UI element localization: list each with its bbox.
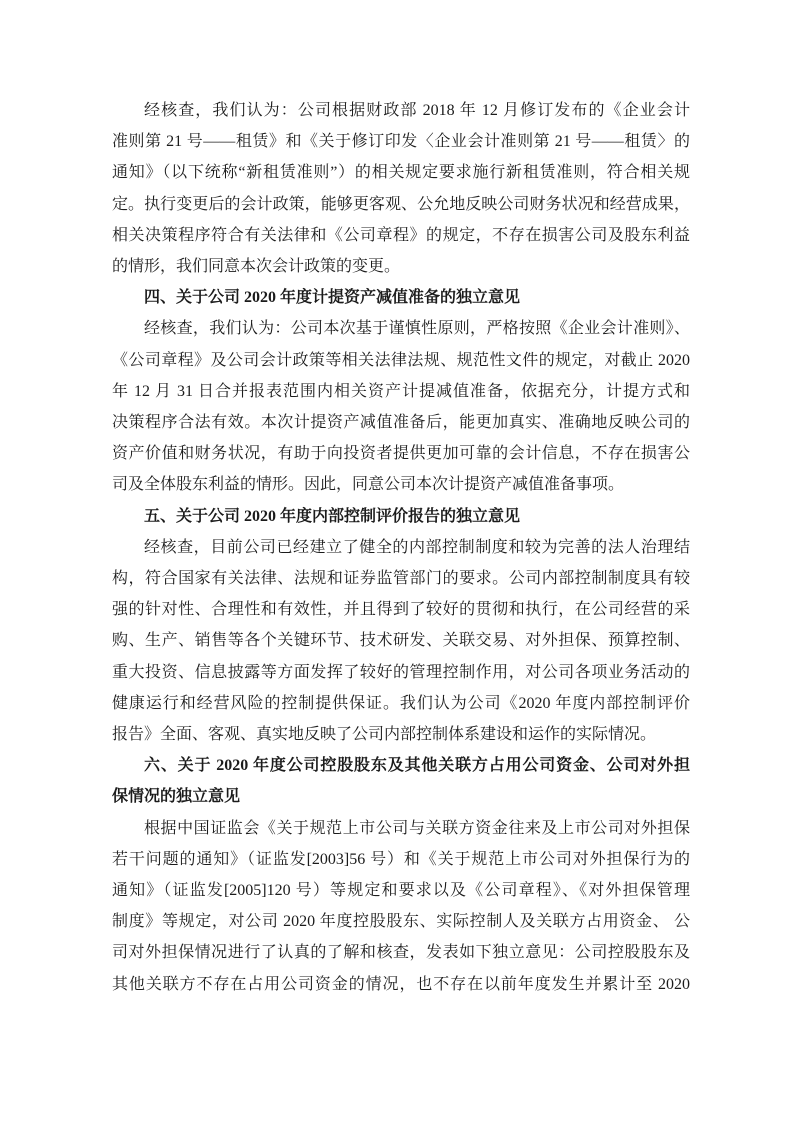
text-line: 五、关于公司 2020 年度内部控制评价报告的独立意见	[144, 507, 521, 525]
text-line: 保情况的独立意见	[112, 788, 241, 806]
paragraph	[112, 95, 690, 282]
text-line: 健康运行和经营风险的控制提供保证。我们认为公司《2020 年度内部控制评价	[112, 694, 690, 712]
text-line: 相关决策程序符合有关法律和《公司章程》的规定，不存在损害公司及股东利益	[112, 226, 690, 244]
text-line: 司对外担保情况进行了认真的了解和核查，发表如下独立意见：公司控股股东及	[112, 944, 690, 962]
text-line: 强的针对性、合理性和有效性，并且得到了较好的贯彻和执行，在公司经营的采	[112, 601, 690, 619]
text-line: 购、生产、销售等各个关键环节、技术研发、关联交易、对外担保、预算控制、	[112, 632, 690, 650]
text-line: 经核查，目前公司已经建立了健全的内部控制制度和较为完善的法人治理结	[144, 538, 690, 556]
text-line: 准则第 21 号——租赁》和《关于修订印发〈企业会计准则第 21 号——租赁〉的	[112, 133, 690, 151]
page-body	[112, 95, 690, 1000]
text-line: 四、关于公司 2020 年度计提资产减值准备的独立意见	[144, 289, 521, 307]
text-line: 的情形，我们同意本次会计政策的变更。	[112, 258, 401, 276]
text-line: 重大投资、信息披露等方面发挥了较好的管理控制作用，对公司各项业务活动的	[112, 663, 690, 681]
section-heading	[112, 282, 690, 313]
paragraph	[112, 313, 690, 500]
text-line: 构，符合国家有关法律、法规和证券监管部门的要求。公司内部控制制度具有较	[112, 570, 690, 588]
text-line: 定。执行变更后的会计政策，能够更客观、公允地反映公司财务状况和经营成果，	[112, 195, 690, 213]
text-line: 经核查，我们认为：公司根据财政部 2018 年 12 月修订发布的《企业会计	[144, 102, 690, 119]
section-heading	[112, 750, 690, 812]
text-line: 经核查，我们认为：公司本次基于谨慎性原则，严格按照《企业会计准则》、	[144, 320, 690, 338]
text-line: 制度》等规定，对公司 2020 年度控股股东、实际控制人及关联方占用资金、 公	[112, 913, 690, 931]
text-line: 资产价值和财务状况，有助于向投资者提供更加可靠的会计信息，不存在损害公	[112, 445, 690, 463]
text-line: 年 12 月 31 日合并报表范围内相关资产计提减值准备，依据充分，计提方式和	[112, 382, 690, 400]
text-line: 若干问题的通知》（证监发[2003]56 号）和《关于规范上市公司对外担保行为的	[112, 850, 690, 868]
text-line: 《公司章程》及公司会计政策等相关法律法规、规范性文件的规定，对截止 2020	[112, 351, 690, 369]
paragraph	[112, 813, 690, 1000]
text-line: 根据中国证监会《关于规范上市公司与关联方资金往来及上市公司对外担保	[144, 819, 690, 837]
section-heading	[112, 501, 690, 532]
text-line: 通知》（以下统称“新租赁准则”）的相关规定要求施行新租赁准则，符合相关规	[112, 164, 690, 182]
text-line: 其他关联方不存在占用公司资金的情况，也不存在以前年度发生并累计至 2020	[112, 975, 690, 993]
text-line: 司及全体股东利益的情形。因此，同意公司本次计提资产减值准备事项。	[112, 476, 625, 494]
text-line: 报告》全面、客观、真实地反映了公司内部控制体系建设和运作的实际情况。	[112, 726, 657, 744]
text-line: 六、关于 2020 年度公司控股股东及其他关联方占用公司资金、公司对外担	[144, 757, 690, 775]
text-line: 决策程序合法有效。本次计提资产减值准备后，能更加真实、准确地反映公司的	[112, 414, 690, 432]
text-line: 通知》（证监发[2005]120 号）等规定和要求以及《公司章程》、《对外担保管理	[112, 882, 690, 900]
paragraph	[112, 532, 690, 750]
